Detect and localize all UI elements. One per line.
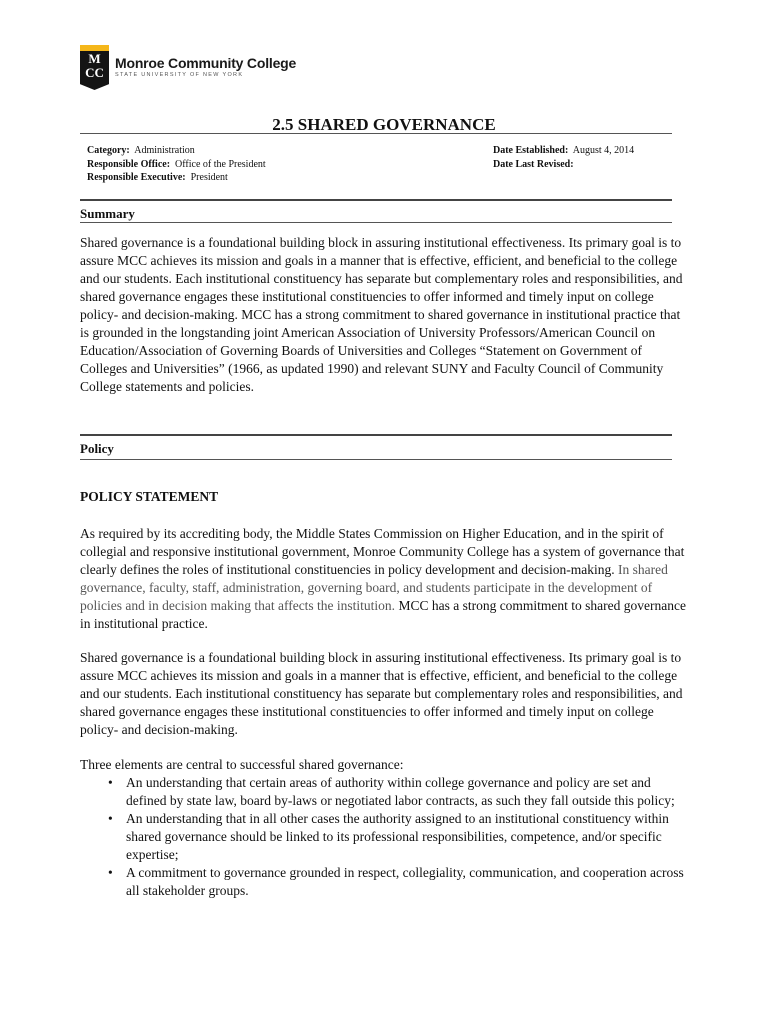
mcc-monogram-icon (80, 45, 109, 90)
college-subtitle: STATE UNIVERSITY OF NEW YORK (115, 72, 244, 78)
meta-date-established: Date Established: August 4, 2014 (493, 145, 635, 156)
policy-bottom-rule (80, 459, 672, 460)
page-title: 2.5 SHARED GOVERNANCE (272, 115, 496, 134)
policy-meta-left (87, 144, 266, 185)
elements-intro: Three elements are central to successful shared governance: (80, 757, 404, 772)
policy-paragraph-2: Shared governance is a foundational building block in assuring institutional effectiveness. Its primary goal is to assure MCC achieves its mission and goals in a manner that is effective, efficient, and beneficial to the college and our students. Each institutional constituency has separate but complementary roles and responsibilities, and shared governance engages these institutional constituencies to offer informed and timely input on college policy- and decision-making. (80, 650, 683, 737)
bullet-icon: • (108, 865, 113, 880)
bullet-icon: • (108, 775, 113, 790)
policy-top-rule (80, 434, 672, 436)
policy-heading: Policy (80, 441, 114, 456)
list-item: • An understanding that in all other cases the authority assigned to an institutional constituency within shared governance should be linked to its professional responsibilities, competence, and/or specific expertise; (108, 811, 669, 862)
meta-responsible-executive: Responsible Executive: President (87, 172, 228, 183)
meta-category: Category: Administration (87, 145, 195, 156)
list-item: • An understanding that certain areas of authority within college governance and policy are set and defined by state law, board by-laws or negotiated labor contracts, as such they fall outside this policy; (108, 775, 675, 808)
meta-date-last-revised: Date Last Revised: (493, 158, 574, 170)
list-item: • A commitment to governance grounded in respect, collegiality, communication, and cooperation across all stakeholder groups. (108, 865, 684, 898)
policy-meta-right (493, 144, 634, 171)
bullet-icon: • (108, 811, 113, 826)
policy-paragraph-1: As required by its accrediting body, the Middle States Commission on Higher Education, and in the spirit of collegial and responsive institutional government, Monroe Community College has a system of governance that clearly defines the roles of institutional constituencies in policy development and decision-making. In shared governance, faculty, staff, administration, governing board, and students participate in the development of policies and in decision making that affects the institution. MCC has a strong commitment to shared governance in institutional practice. (80, 526, 686, 631)
meta-responsible-office: Responsible Office: Office of the President (87, 158, 266, 170)
summary-heading: Summary (80, 206, 135, 221)
summary-paragraph: Shared governance is a foundational building block in assuring institutional effectiveness. Its primary goal is to assure MCC achieves its mission and goals in a manner that is effective, efficient, and beneficial to the college and our students. Each institutional constituency has separate but complementary roles and responsibilities, and shared governance engages these institutional constituencies to offer informed and timely input on college policy- and decision-making. MCC has a strong commitment to shared governance in institutional practice that is grounded in the longstanding joint American Association of University Professors/American Council on Education/Association of Governing Boards of Universities and Colleges “Statement on Government of Colleges and Universities” (1966, as updated 1990) and relevant SUNY and Faculty Council of Community College statements and policies. (80, 235, 683, 394)
summary-top-rule (80, 199, 672, 201)
title-divider (80, 133, 672, 134)
summary-bottom-rule (80, 222, 672, 223)
policy-statement-heading: POLICY STATEMENT (80, 489, 219, 504)
college-logo (80, 45, 296, 90)
logo-monogram-cc: CC (85, 65, 104, 80)
governance-elements-list (80, 774, 690, 900)
college-name: Monroe Community College (115, 55, 297, 71)
logo-monogram-m: M (88, 51, 101, 66)
